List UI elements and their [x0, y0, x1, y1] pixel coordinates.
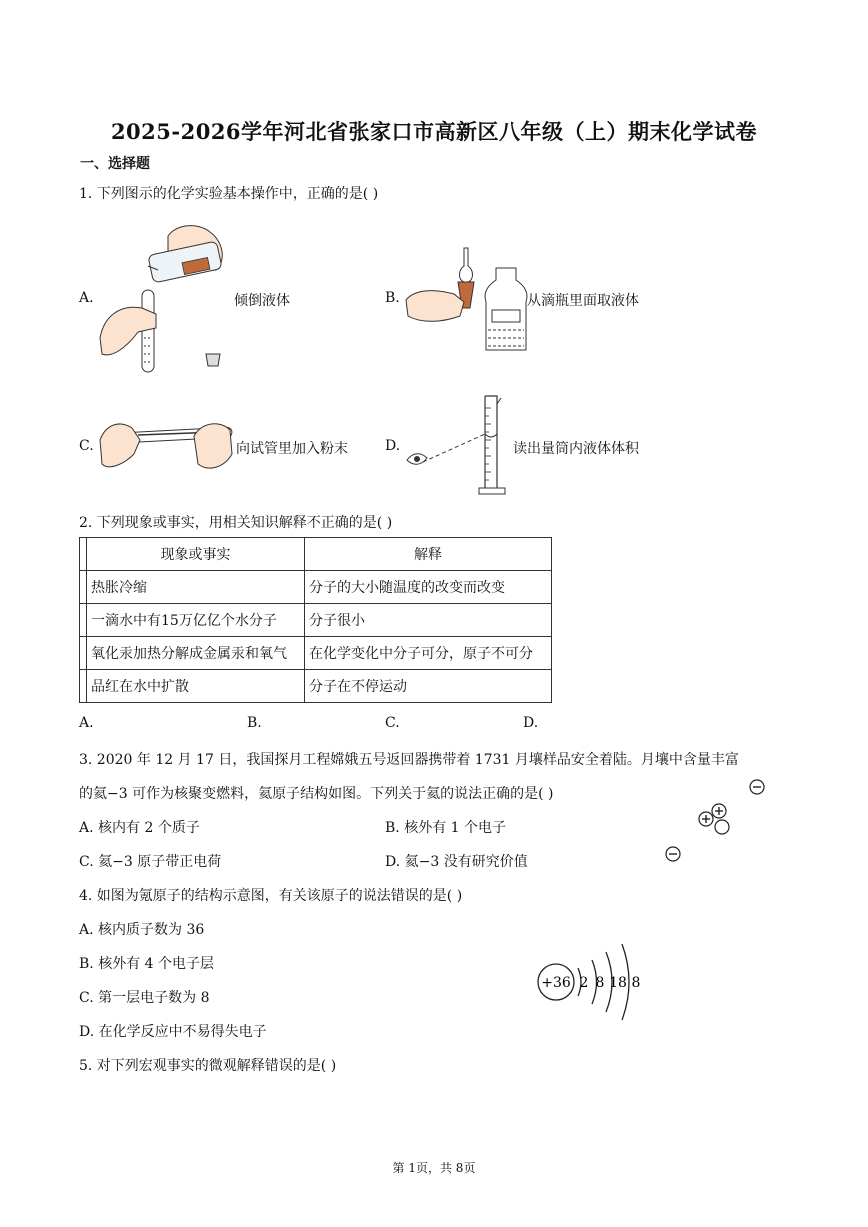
table-cell: 氧化汞加热分解成金属汞和氧气: [87, 637, 305, 670]
helium-atom-diagram: [660, 776, 770, 866]
table-cell: 品红在水中扩散: [87, 670, 305, 703]
dropper-bottle-illustration: [404, 246, 526, 352]
page-title: 2025-2026学年河北省张家口市高新区八年级（上）期末化学试卷: [110, 119, 758, 144]
question-2-stem: 2. 下列现象或事实，用相关知识解释不正确的是( ): [79, 515, 393, 531]
nucleus-charge-label: +36: [541, 975, 571, 991]
table-header-cell: 解释: [305, 538, 552, 571]
table-header-row: [80, 538, 552, 571]
table-header-cell: 现象或事实: [87, 538, 305, 571]
q2-option-b: B.: [247, 715, 262, 731]
q3-option-d: D. 氦−3 没有研究价值: [385, 854, 528, 870]
q1-option-d-letter: D.: [385, 438, 401, 454]
q4-option-c: C. 第一层电子数为 8: [79, 990, 210, 1006]
q3-option-b: B. 核外有 1 个电子: [385, 820, 506, 836]
krypton-atom-diagram: [536, 940, 646, 1024]
table-cell: 分子很小: [305, 604, 552, 637]
shell-electron-count: 8: [595, 975, 605, 991]
table-cell: 热胀冷缩: [87, 571, 305, 604]
question-1-stem: 1. 下列图示的化学实验基本操作中，正确的是( ): [79, 186, 379, 202]
table-cell: 在化学变化中分子可分，原子不可分: [305, 637, 552, 670]
q3-option-a: A. 核内有 2 个质子: [79, 820, 200, 836]
question-3-stem-line-1: 3. 2020 年 12 月 17 日，我国探月工程嫦娥五号返回器携带着 1731 月壤样品安全着陆。月壤中含量丰富: [79, 752, 739, 768]
table-row: [80, 571, 552, 604]
question-3-stem-line-2: 的氦−3 可作为核聚变燃料，氦原子结构如图。下列关于氦的说法正确的是( ): [79, 786, 554, 802]
q2-option-c: C.: [385, 715, 400, 731]
q1-option-b-caption: 从滴瓶里面取液体: [527, 293, 639, 309]
q1-option-a-caption: 倾倒液体: [234, 293, 290, 309]
question-4-stem: 4. 如图为氪原子的结构示意图，有关该原子的说法错误的是( ): [79, 888, 463, 904]
page-footer: 第 1页，共 8页: [392, 1161, 476, 1175]
q2-option-d: D.: [523, 715, 539, 731]
shell-electron-count: 18: [609, 975, 627, 991]
q3-option-c: C. 氦−3 原子带正电荷: [79, 854, 222, 870]
table-cell: 分子的大小随温度的改变而改变: [305, 571, 552, 604]
shell-electron-count: 8: [631, 975, 641, 991]
q1-option-c-caption: 向试管里加入粉末: [236, 441, 348, 457]
table-row: [80, 604, 552, 637]
table-row: [80, 637, 552, 670]
question-5-stem: 5. 对下列宏观事实的微观解释错误的是( ): [79, 1058, 337, 1074]
table-cell: 分子在不停运动: [305, 670, 552, 703]
shell-electron-count: 2: [579, 975, 589, 991]
q4-option-a: A. 核内质子数为 36: [79, 922, 205, 938]
q1-option-c-letter: C.: [79, 438, 94, 454]
phenomena-table: [79, 537, 552, 703]
q1-option-a-letter: A.: [79, 290, 94, 306]
q1-option-b-letter: B.: [385, 290, 400, 306]
q2-option-a: A.: [79, 715, 94, 731]
q4-option-b: B. 核外有 4 个电子层: [79, 956, 214, 972]
graduated-cylinder-illustration: [405, 394, 515, 496]
q1-option-d-caption: 读出量筒内液体体积: [513, 441, 639, 457]
q4-option-d: D. 在化学反应中不易得失电子: [79, 1024, 267, 1040]
table-row: [80, 670, 552, 703]
table-cell: 一滴水中有15万亿亿个水分子: [87, 604, 305, 637]
add-powder-illustration: [98, 410, 238, 476]
pour-liquid-illustration: [98, 218, 233, 378]
section-heading: 一、选择题: [80, 156, 150, 172]
